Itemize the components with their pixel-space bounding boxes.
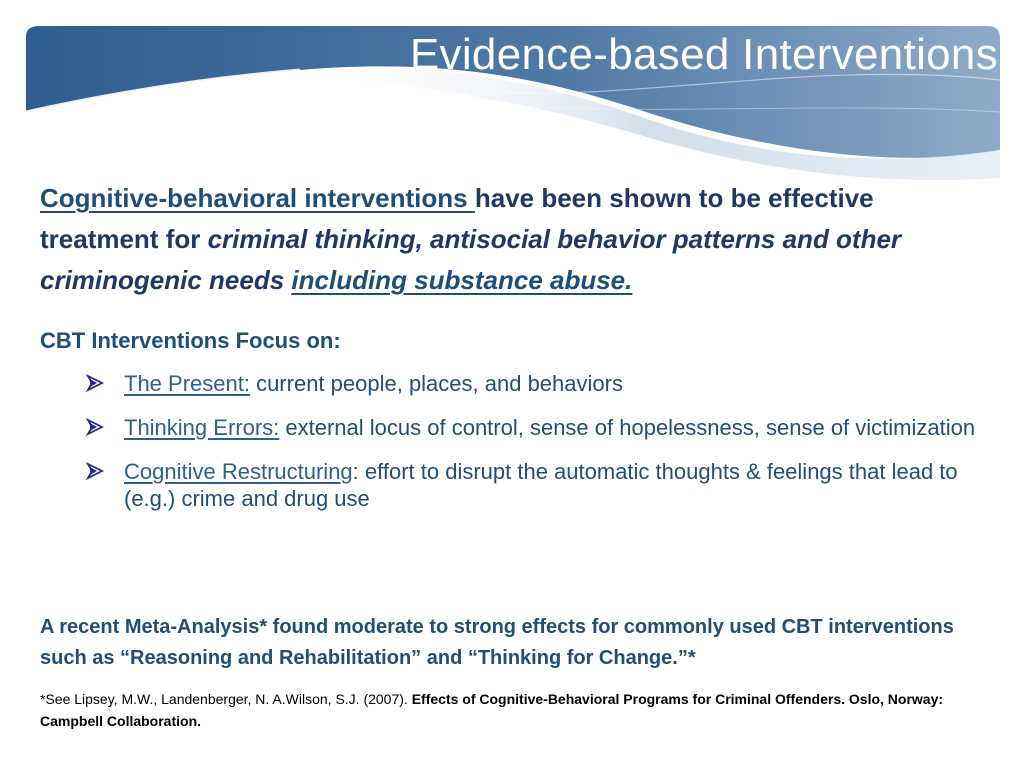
bullet-label[interactable]: Cognitive Restructuring xyxy=(124,459,353,484)
reference-title: Effects of Cognitive-Behavioral Programs for Criminal Offenders. Oslo, Norway: Campbell Collaboration. xyxy=(40,691,944,729)
bullet-label[interactable]: Thinking Errors: xyxy=(124,415,280,440)
lead-italic-1: criminal thinking, antisocial behavior patterns and other criminogenic needs xyxy=(40,224,902,295)
bullet-text: current people, places, and behaviors xyxy=(249,371,623,396)
list-item xyxy=(86,458,986,512)
lead-text-1: have been shown to be effective treatment for xyxy=(40,183,874,254)
substance-abuse-link[interactable]: including substance abuse. xyxy=(291,265,633,295)
lead-paragraph xyxy=(40,178,990,301)
list-item xyxy=(86,370,986,397)
arrow-bullet-icon xyxy=(86,418,104,436)
bullet-label[interactable]: The Present: xyxy=(124,371,250,396)
focus-heading: CBT Interventions Focus on: xyxy=(40,328,341,353)
reference-citation xyxy=(40,688,1000,732)
arrow-bullet-icon xyxy=(86,462,104,480)
header-wave-banner xyxy=(0,0,1024,190)
list-item xyxy=(86,414,986,441)
arrow-bullet-icon xyxy=(86,374,104,392)
slide-title: Evidence-based Interventions xyxy=(409,30,998,79)
bullet-text: : effort to disrupt the automatic thoughts & feelings that lead to (e.g.) crime and drug use xyxy=(124,459,958,511)
focus-list xyxy=(86,370,986,529)
meta-analysis-note: A recent Meta-Analysis* found moderate to strong effects for commonly used CBT interventions such as “Reasoning and Rehabilitation” and “Thinking for Change.”* xyxy=(40,616,954,669)
bullet-text: external locus of control, sense of hopelessness, sense of victimization xyxy=(279,415,976,440)
reference-authors: *See Lipsey, M.W., Landenberger, N. A.Wilson, S.J. (2007). xyxy=(40,691,412,707)
cognitive-behavioral-link[interactable]: Cognitive-behavioral interventions xyxy=(40,183,475,213)
